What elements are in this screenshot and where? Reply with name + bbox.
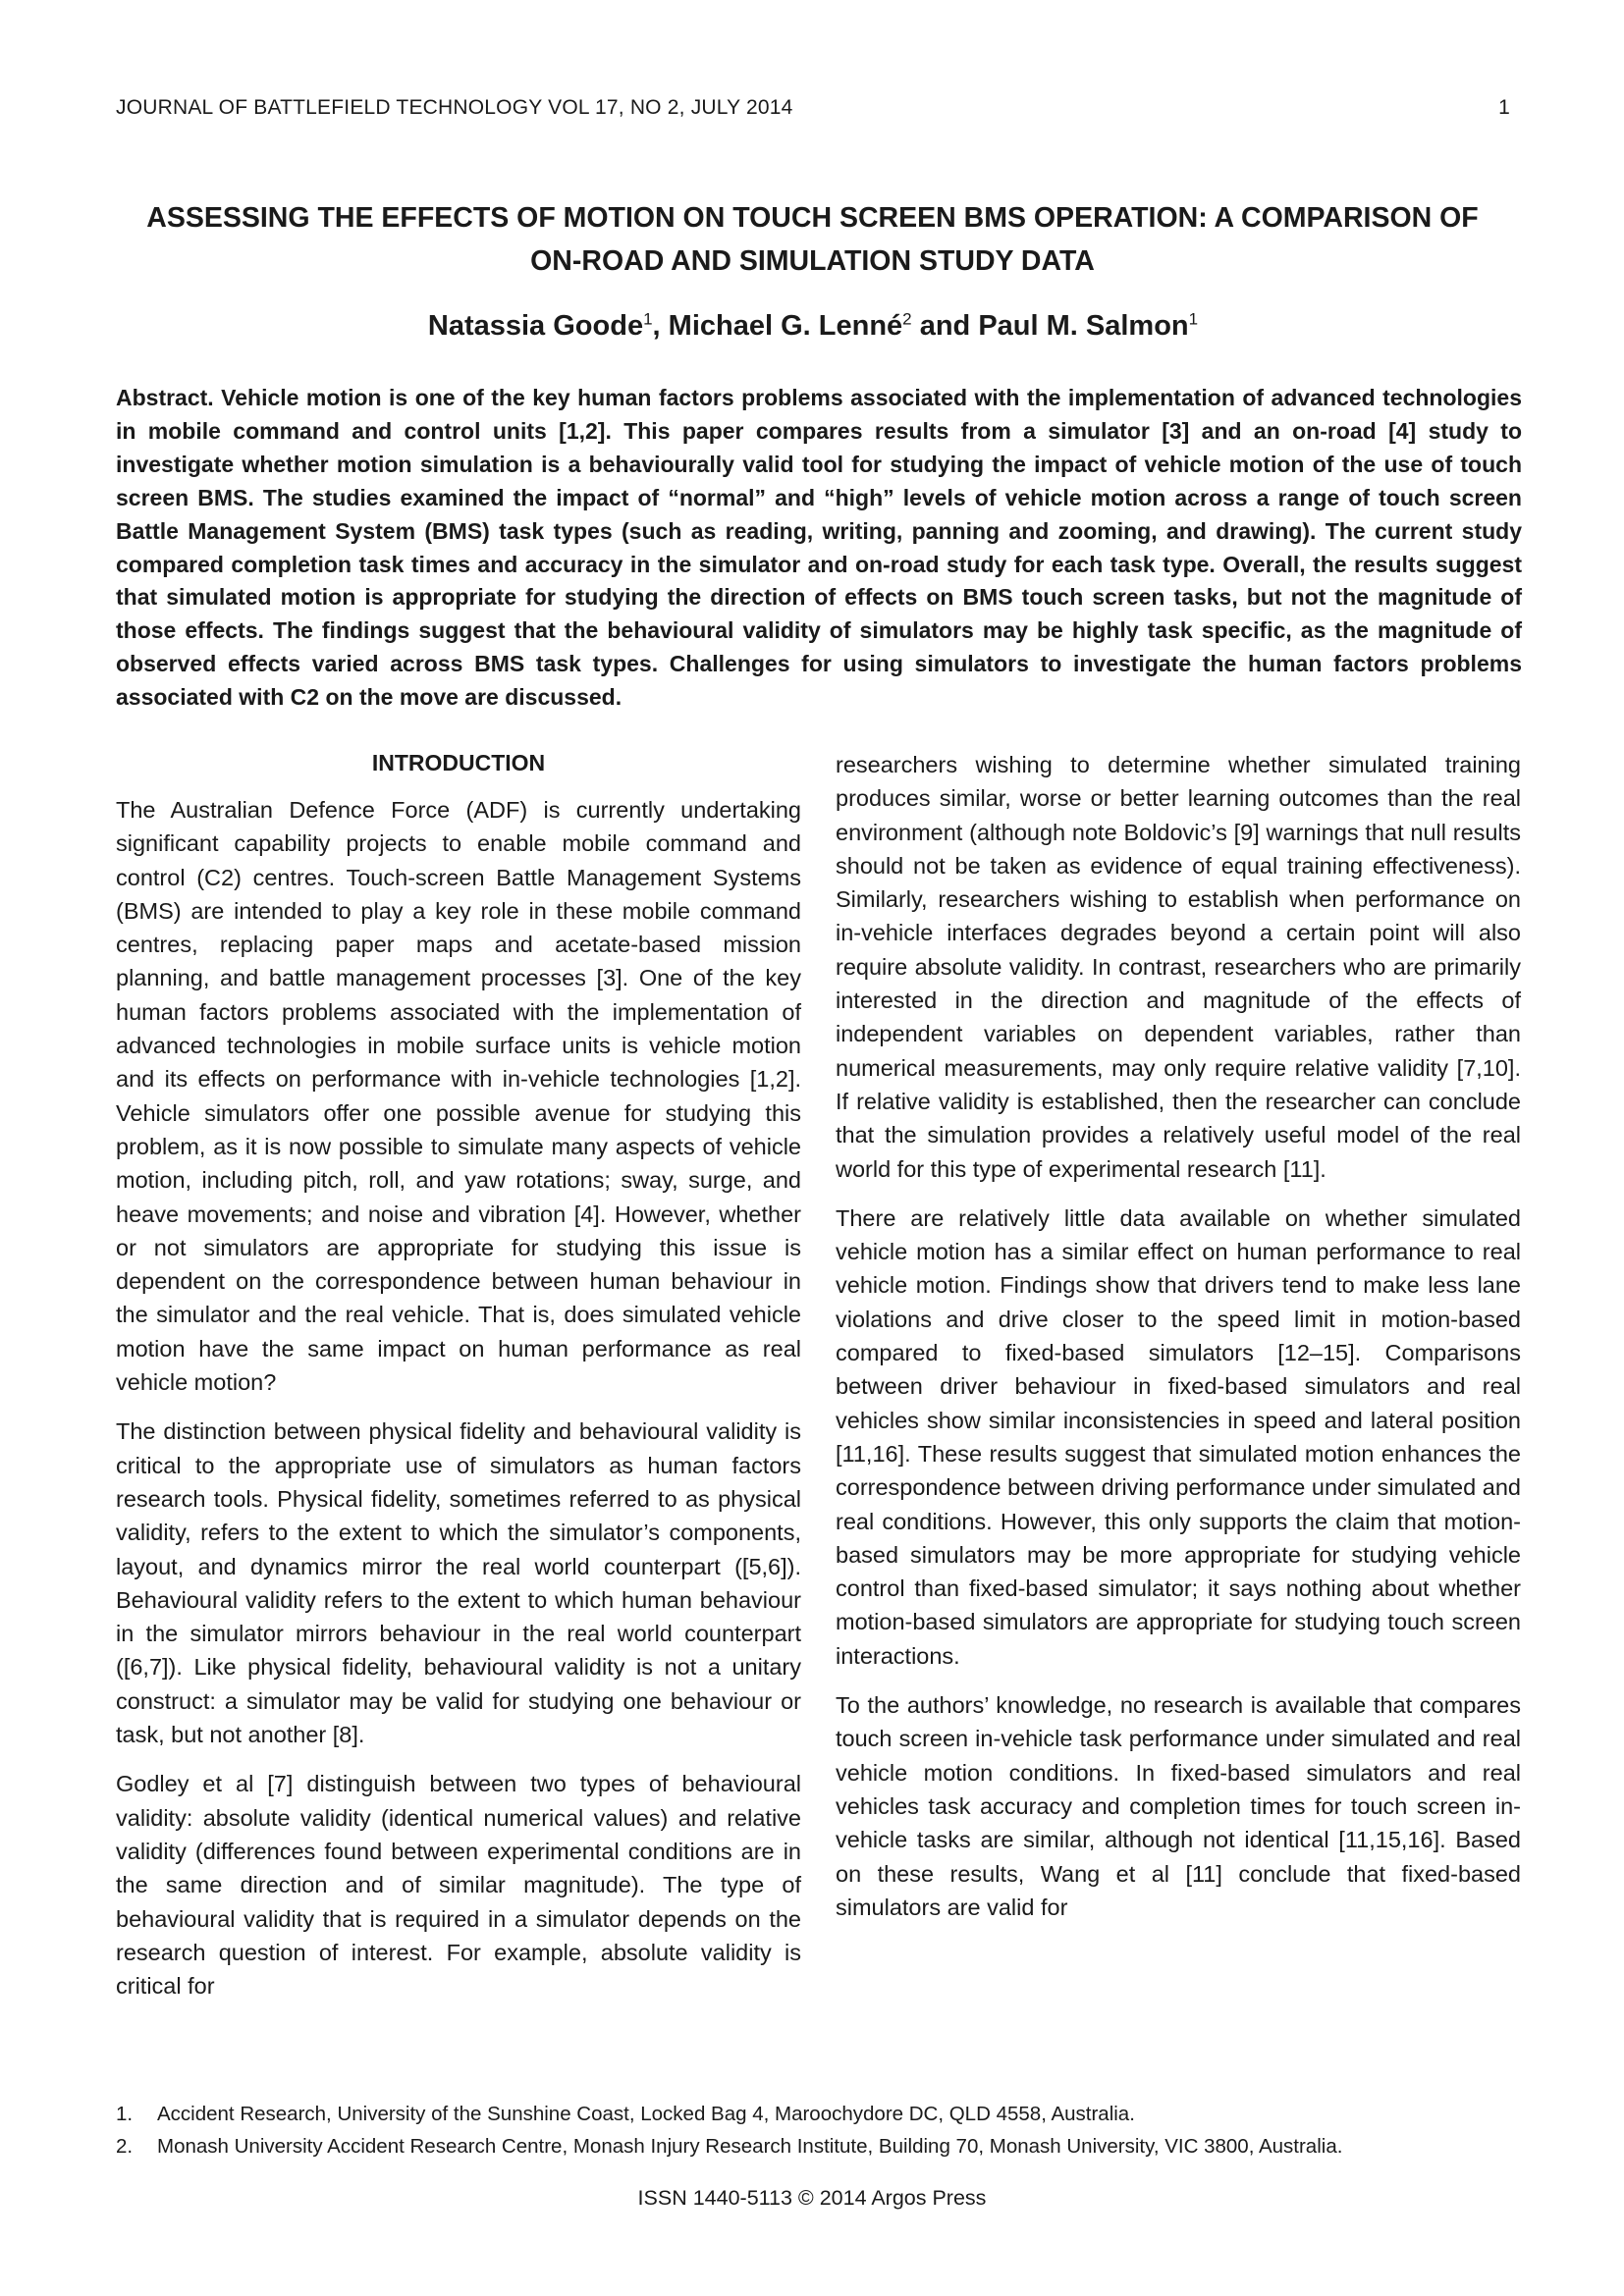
journal-name: JOURNAL OF BATTLEFIELD TECHNOLOGY VOL 17, NO 2, JULY 2014 xyxy=(116,96,793,119)
author-separator: , xyxy=(652,310,669,342)
footnote-text: Accident Research, University of the Sunshine Coast, Locked Bag 4, Maroochydore DC, QLD 4558, Australia. xyxy=(157,2103,1135,2125)
author-name: Natassia Goode xyxy=(427,310,644,342)
body-paragraph: researchers wishing to determine whether simulated training produces similar, worse or better learning outcomes than the real environment (although note Boldovic’s [9] warnings that null results should not be taken as evidence of equal training effectiveness). Similarly, researchers wishing to establish when performance on in-vehicle interfaces degrades beyond a certain point will also require absolute validity. In contrast, researchers who are primarily interested in the direction and magnitude of the effects of independent variables on dependent variables, rather than numerical measurements, may only require relative validity [7,10]. If relative validity is established, then the researcher can conclude that the simulation provides a relatively useful model of the real world for this type of experimental research [11]. xyxy=(836,752,1521,1182)
section-heading: INTRODUCTION xyxy=(371,750,546,775)
affiliation-mark: 1 xyxy=(643,309,653,329)
affiliation-mark: 1 xyxy=(1188,309,1199,329)
page-number: 1 xyxy=(1498,96,1510,119)
body-paragraph: The Australian Defence Force (ADF) is currently undertaking significant capability projects to enable mobile command and control (C2) centres. Touch-screen Battle Management Systems (BMS) are intended to play a key role in these mobile command centres, replacing paper maps and acetate-based mission planning, and battle management processes [3]. One of the key human factors problems associated with the implementation of advanced technologies in mobile surface units is vehicle motion and its effects on performance with in-vehicle technologies [1,2]. Vehicle simulators offer one possible avenue for studying this problem, as it is now possible to simulate many aspects of vehicle motion, including pitch, roll, and yaw rotations; sway, surge, and heave movements; and noise and vibration [4]. However, whether or not simulators are appropriate for studying this issue is dependent on the correspondence between human behaviour in the simulator and the real vehicle. That is, does simulated vehicle motion have the same impact on human performance as real vehicle motion? xyxy=(116,797,801,1396)
running-head xyxy=(116,96,1510,135)
footnote-number: 2. xyxy=(116,2135,134,2158)
body-column-left xyxy=(116,746,801,2018)
body-paragraph: There are relatively little data available on whether simulated vehicle motion has a similar effect on human performance to real vehicle motion. Findings show that drivers tend to make less lane violations and drive closer to the speed limit in motion-based compared to fixed-based simulators [12–15]. Comparisons between driver behaviour in fixed-based simulators and real vehicles show similar inconsistencies in speed and lateral position [11,16]. These results suggest that simulated motion enhances the correspondence between driving performance under simulated and real conditions. However, this only supports the claim that motion-based simulators may be more appropriate for studying vehicle control than fixed-based simulator; it says nothing about whether motion-based simulators are appropriate for studying touch screen interactions. xyxy=(836,1204,1521,1669)
footnote xyxy=(116,2098,1530,2130)
body-column-right xyxy=(836,748,1521,1940)
issn-footer: ISSN 1440-5113 © 2014 Argos Press xyxy=(637,2186,987,2210)
footnote-text: Monash University Accident Research Centre, Monash Injury Research Institute, Building 70, Monash University, VIC 3800, Australia. xyxy=(157,2135,1343,2158)
footnote xyxy=(116,2130,1530,2163)
paper-title: ASSESSING THE EFFECTS OF MOTION ON TOUCH SCREEN BMS OPERATION: A COMPARISON OF ON-ROAD AND SIMULATION STUDY DATA xyxy=(146,202,1479,277)
author-name: Michael G. Lenné xyxy=(668,310,903,342)
affiliation-mark: 2 xyxy=(902,309,912,329)
author-separator: and xyxy=(911,310,979,342)
footnotes xyxy=(116,2098,1530,2163)
footnote-number: 1. xyxy=(116,2103,134,2125)
author-line xyxy=(116,306,1510,346)
author-name: Paul M. Salmon xyxy=(978,310,1189,342)
body-paragraph: The distinction between physical fidelity and behavioural validity is critical to the appropriate use of simulators as human factors research tools. Physical fidelity, sometimes referred to as physical validity, refers to the extent to which the simulator’s components, layout, and dynamics mirror the real world counterpart ([5,6]). Behavioural validity refers to the extent to which human behaviour in the simulator mirrors behaviour in the real world counterpart ([6,7]). Like physical fidelity, behavioural validity is not a unitary construct: a simulator may be valid for studying one behaviour or task, but not another [8]. xyxy=(116,1418,801,1748)
body-paragraph: Godley et al [7] distinguish between two types of behavioural validity: absolute validity (identical numerical values) and relative validity (differences found between experimental conditions are in the same direction and of similar magnitude). The type of behavioural validity that is required in a simulator depends on the research question of interest. For example, absolute validity is critical for xyxy=(116,1771,801,2000)
body-paragraph: To the authors’ knowledge, no research is available that compares touch screen in-vehicle task performance under simulated and real vehicle motion conditions. In fixed-based simulators and real vehicles task accuracy and completion times for touch screen in-vehicle tasks are similar, although not identical [11,15,16]. Based on these results, Wang et al [11] conclude that fixed-based simulators are valid for xyxy=(836,1692,1521,1920)
abstract: Abstract. Vehicle motion is one of the key human factors problems associated with the implementation of advanced technologies in mobile command and control units [1,2]. This paper compares results from a simulator [3] and an on-road [4] study to investigate whether motion simulation is a behaviourally valid tool for studying the impact of vehicle motion of the use of touch screen BMS. The studies examined the impact of “normal” and “high” levels of vehicle motion across a range of touch screen Battle Management System (BMS) task types (such as reading, writing, panning and zooming, and drawing). The current study compared completion task times and accuracy in the simulator and on-road study for each task type. Overall, the results suggest that simulated motion is appropriate for studying the direction of effects on BMS touch screen tasks, but not the magnitude of those effects. The findings suggest that the behavioural validity of simulators may be highly task specific, as the magnitude of observed effects varied across BMS task types. Challenges for using simulators to investigate the human factors problems associated with C2 on the move are discussed. xyxy=(116,385,1522,711)
